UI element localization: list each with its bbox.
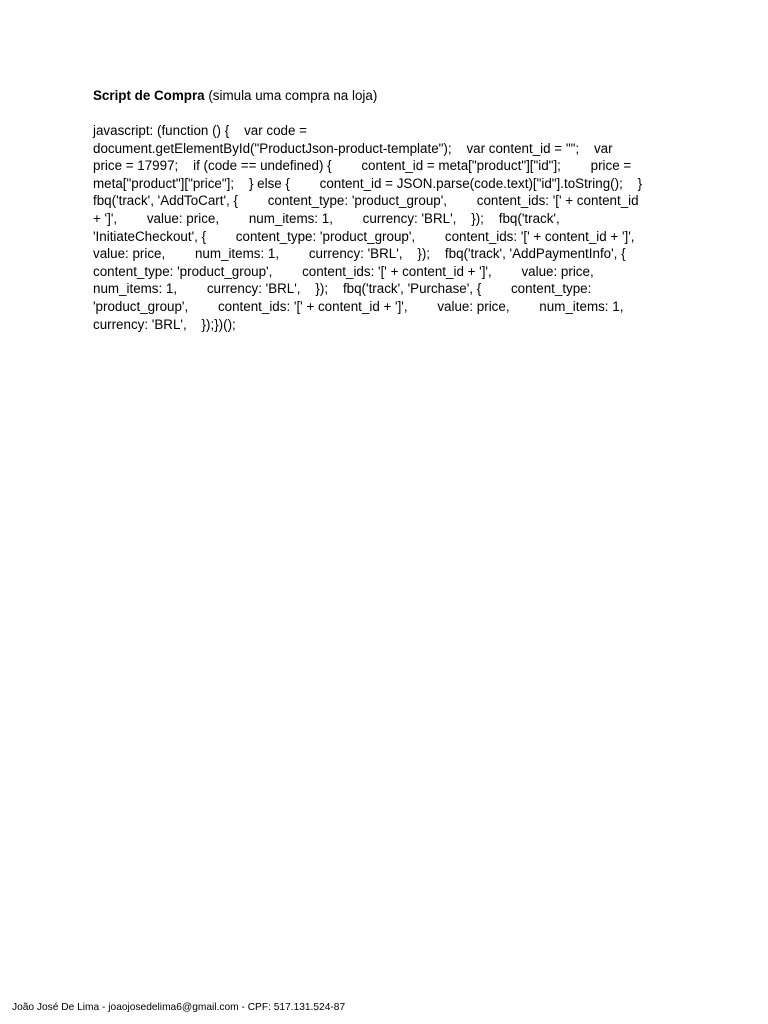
code-line: value: price, num_items: 1, currency: 'BRL', }); fbq('track', 'AddPaymentInfo', { bbox=[93, 246, 626, 262]
code-line: currency: 'BRL', });})(); bbox=[93, 316, 236, 332]
heading-subtitle: (simula uma compra na loja) bbox=[204, 88, 378, 103]
code-line: 'product_group', content_ids: '[' + content_id + ']', value: price, num_items: 1, bbox=[93, 298, 624, 314]
script-code-block bbox=[93, 122, 693, 333]
code-line: price = 17997; if (code == undefined) { content_id = meta["product"]["id"]; price = bbox=[93, 158, 632, 174]
section-heading bbox=[93, 87, 693, 104]
heading-title: Script de Compra bbox=[93, 88, 205, 103]
page-footer: João José De Lima - joaojosedelima6@gmail.com - CPF: 517.131.524-87 bbox=[12, 1002, 346, 1013]
code-line: + ']', value: price, num_items: 1, currency: 'BRL', }); fbq('track', bbox=[93, 210, 560, 226]
code-line: javascript: (function () { var code = bbox=[93, 123, 307, 138]
code-line: meta["product"]["price"]; } else { content_id = JSON.parse(code.text)["id"].toString(); } bbox=[93, 175, 643, 191]
code-line: num_items: 1, currency: 'BRL', }); fbq('track', 'Purchase', { content_type: bbox=[93, 281, 592, 297]
code-line: 'InitiateCheckout', { content_type: 'product_group', content_ids: '[' + content_id + ']', bbox=[93, 228, 635, 244]
code-line: fbq('track', 'AddToCart', { content_type: 'product_group', content_ids: '[' + content_id bbox=[93, 193, 639, 209]
code-line: content_type: 'product_group', content_ids: '[' + content_id + ']', value: price, bbox=[93, 263, 594, 279]
code-line: document.getElementById("ProductJson-product-template"); var content_id = ""; var bbox=[93, 140, 613, 156]
